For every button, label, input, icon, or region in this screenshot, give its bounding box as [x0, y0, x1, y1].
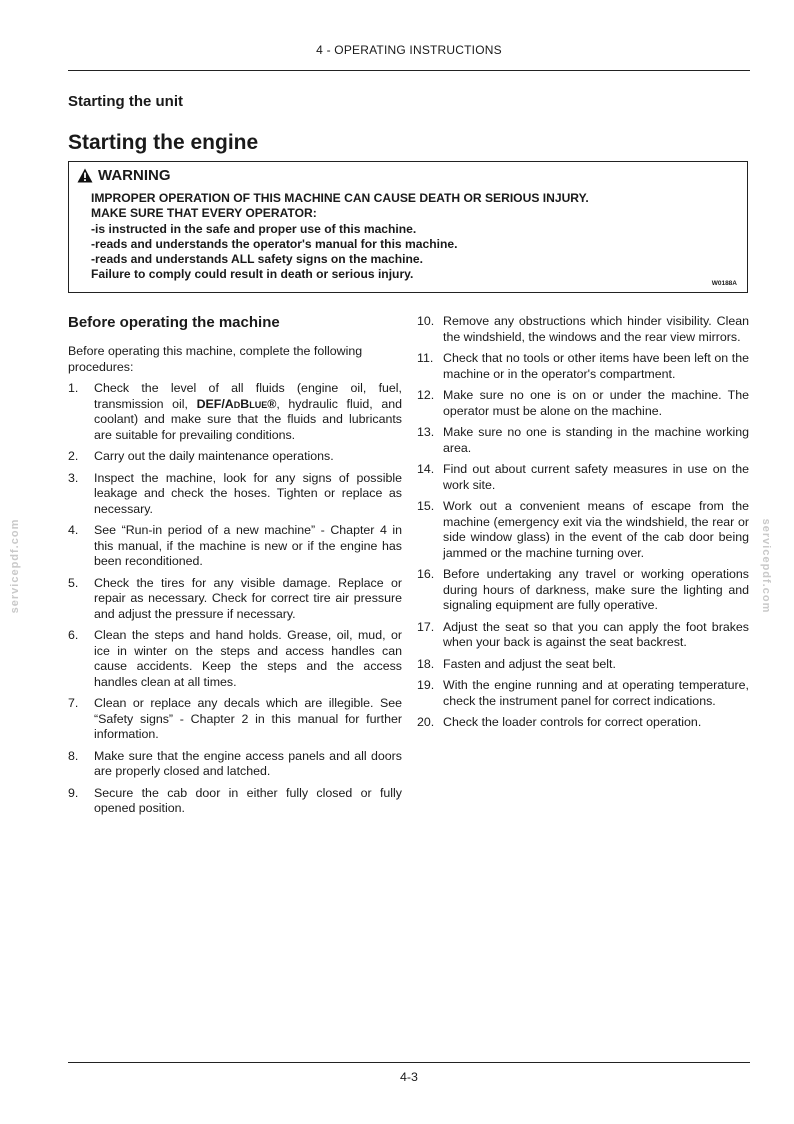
item-number: 2.	[68, 449, 79, 463]
item-number: 18.	[417, 656, 435, 671]
list-item	[68, 696, 402, 743]
warning-line: -reads and understands the operator's manual for this machine.	[91, 236, 458, 251]
warning-line: -reads and understands ALL safety signs on the machine.	[91, 252, 423, 267]
procedure-list-right	[417, 314, 749, 731]
list-item	[417, 657, 749, 673]
list-item	[417, 499, 749, 561]
item-number: 4.	[68, 523, 79, 537]
item-text: Find out about current safety measures in use on the work site.	[443, 462, 749, 492]
section-title: Starting the unit	[68, 93, 183, 110]
list-item	[417, 462, 749, 493]
watermark-right: servicepdf.com	[760, 518, 772, 614]
item-number: 1.	[68, 381, 79, 395]
item-text: Work out a convenient means of escape from the machine (emergency exit via the windshield, the rear or side window glass) in the event of the cab door being jammed or the machine turning over.	[443, 499, 749, 560]
item-text: Secure the cab door in either fully closed or fully opened position.	[94, 785, 402, 815]
list-item	[417, 678, 749, 709]
item-number: 19.	[417, 678, 435, 692]
item-number: 14.	[417, 462, 435, 476]
warning-line: Failure to comply could result in death or serious injury.	[91, 267, 414, 282]
item-text: Fasten and adjust the seat belt.	[443, 656, 616, 671]
list-item	[417, 314, 749, 345]
item-text: Make sure no one is on or under the machine. The operator must be alone on the machine.	[443, 388, 749, 418]
intro-paragraph: Before operating this machine, complete the following procedures:	[68, 344, 363, 374]
item-text: Make sure no one is standing in the machine working area.	[443, 425, 749, 455]
warning-heading	[77, 167, 171, 184]
list-item	[417, 351, 749, 382]
warning-line: -is instructed in the safe and proper use of this machine.	[91, 221, 417, 236]
item-number: 8.	[68, 748, 79, 763]
item-text: Adjust the seat so that you can apply the foot brakes when your back is against the seat backrest.	[443, 619, 749, 649]
item-number: 13.	[417, 425, 435, 439]
item-text: Before undertaking any travel or working operations during hours of darkness, make sure the lighting and signaling equipment are fully operative.	[443, 567, 749, 612]
list-item	[68, 786, 402, 817]
procedure-list-left	[68, 381, 402, 817]
warning-heading-text: WARNING	[98, 167, 171, 184]
subsection-heading: Before operating the machine	[68, 314, 280, 331]
def-adblue-term: DEF/AdBlue®	[196, 396, 277, 411]
right-column	[417, 314, 749, 737]
item-text: Check the tires for any visible damage. Replace or repair as necessary. Check for correct tire air pressure and adjust the pressure if necessary.	[94, 575, 402, 621]
list-item	[68, 576, 402, 623]
item-text: Clean the steps and hand holds. Grease, oil, mud, or ice in winter on the steps and access handles can cause accidents. Keep the steps and the access handles clean at all times.	[94, 628, 402, 689]
list-item	[417, 715, 749, 731]
item-text: Carry out the daily maintenance operations.	[94, 449, 334, 463]
item-text-part: , hydraulic fluid, and coolant) and make sure that the fluids and lubricants are suitable for prevailing conditions.	[94, 396, 402, 442]
item-text: Check that no tools or other items have been left on the machine or in the operator's compartment.	[443, 351, 749, 381]
item-number: 10.	[417, 314, 435, 328]
item-number: 6.	[68, 628, 79, 642]
item-text: Remove any obstructions which hinder visibility. Clean the windshield, the windows and the rear view mirrors.	[443, 314, 749, 344]
left-column	[68, 314, 402, 823]
page-title: Starting the engine	[68, 131, 259, 154]
list-item	[68, 628, 402, 690]
list-item	[68, 523, 402, 570]
item-text	[94, 381, 402, 443]
item-text: Inspect the machine, look for any signs of possible leakage and check the hoses. Tighten or replace as necessary.	[94, 470, 402, 516]
watermark-left: servicepdf.com	[9, 518, 21, 614]
item-text: Check the loader controls for correct operation.	[443, 715, 702, 729]
warning-code: W0188A	[711, 280, 737, 287]
item-number: 12.	[417, 388, 435, 402]
list-item	[68, 381, 402, 443]
item-text-part: Check the level of all fluids (engine oil, fuel, transmission oil,	[94, 381, 402, 411]
list-item	[68, 749, 402, 780]
item-number: 5.	[68, 575, 79, 590]
item-text: With the engine running and at operating temperature, check the instrument panel for correct indications.	[443, 678, 749, 708]
warning-line: IMPROPER OPERATION OF THIS MACHINE CAN CAUSE DEATH OR SERIOUS INJURY.	[91, 191, 589, 205]
warning-box	[68, 161, 748, 293]
footer-rule	[68, 1062, 750, 1063]
list-item	[68, 471, 402, 518]
item-number: 9.	[68, 785, 79, 800]
list-item	[417, 388, 749, 419]
item-text: See “Run-in period of a new machine” - Chapter 4 in this manual, if the machine is new or if the engine has been reconditioned.	[94, 523, 402, 568]
item-text: Make sure that the engine access panels and all doors are properly closed and latched.	[94, 748, 402, 778]
item-number: 3.	[68, 470, 79, 485]
running-header: 4 - OPERATING INSTRUCTIONS	[316, 43, 502, 57]
list-item	[417, 620, 749, 651]
item-number: 20.	[417, 715, 435, 729]
item-number: 16.	[417, 567, 435, 581]
item-number: 11.	[417, 351, 434, 365]
warning-text	[91, 191, 589, 283]
warning-triangle-icon	[77, 168, 93, 183]
page-number: 4-3	[400, 1070, 418, 1084]
warning-line: MAKE SURE THAT EVERY OPERATOR:	[91, 206, 317, 221]
header-rule	[68, 70, 750, 71]
item-text: Clean or replace any decals which are illegible. See “Safety signs” - Chapter 2 in this manual for further information.	[94, 696, 402, 741]
list-item	[417, 567, 749, 614]
item-number: 17.	[417, 619, 435, 634]
item-number: 7.	[68, 696, 79, 710]
list-item	[68, 449, 402, 465]
item-number: 15.	[417, 499, 435, 513]
list-item	[417, 425, 749, 456]
